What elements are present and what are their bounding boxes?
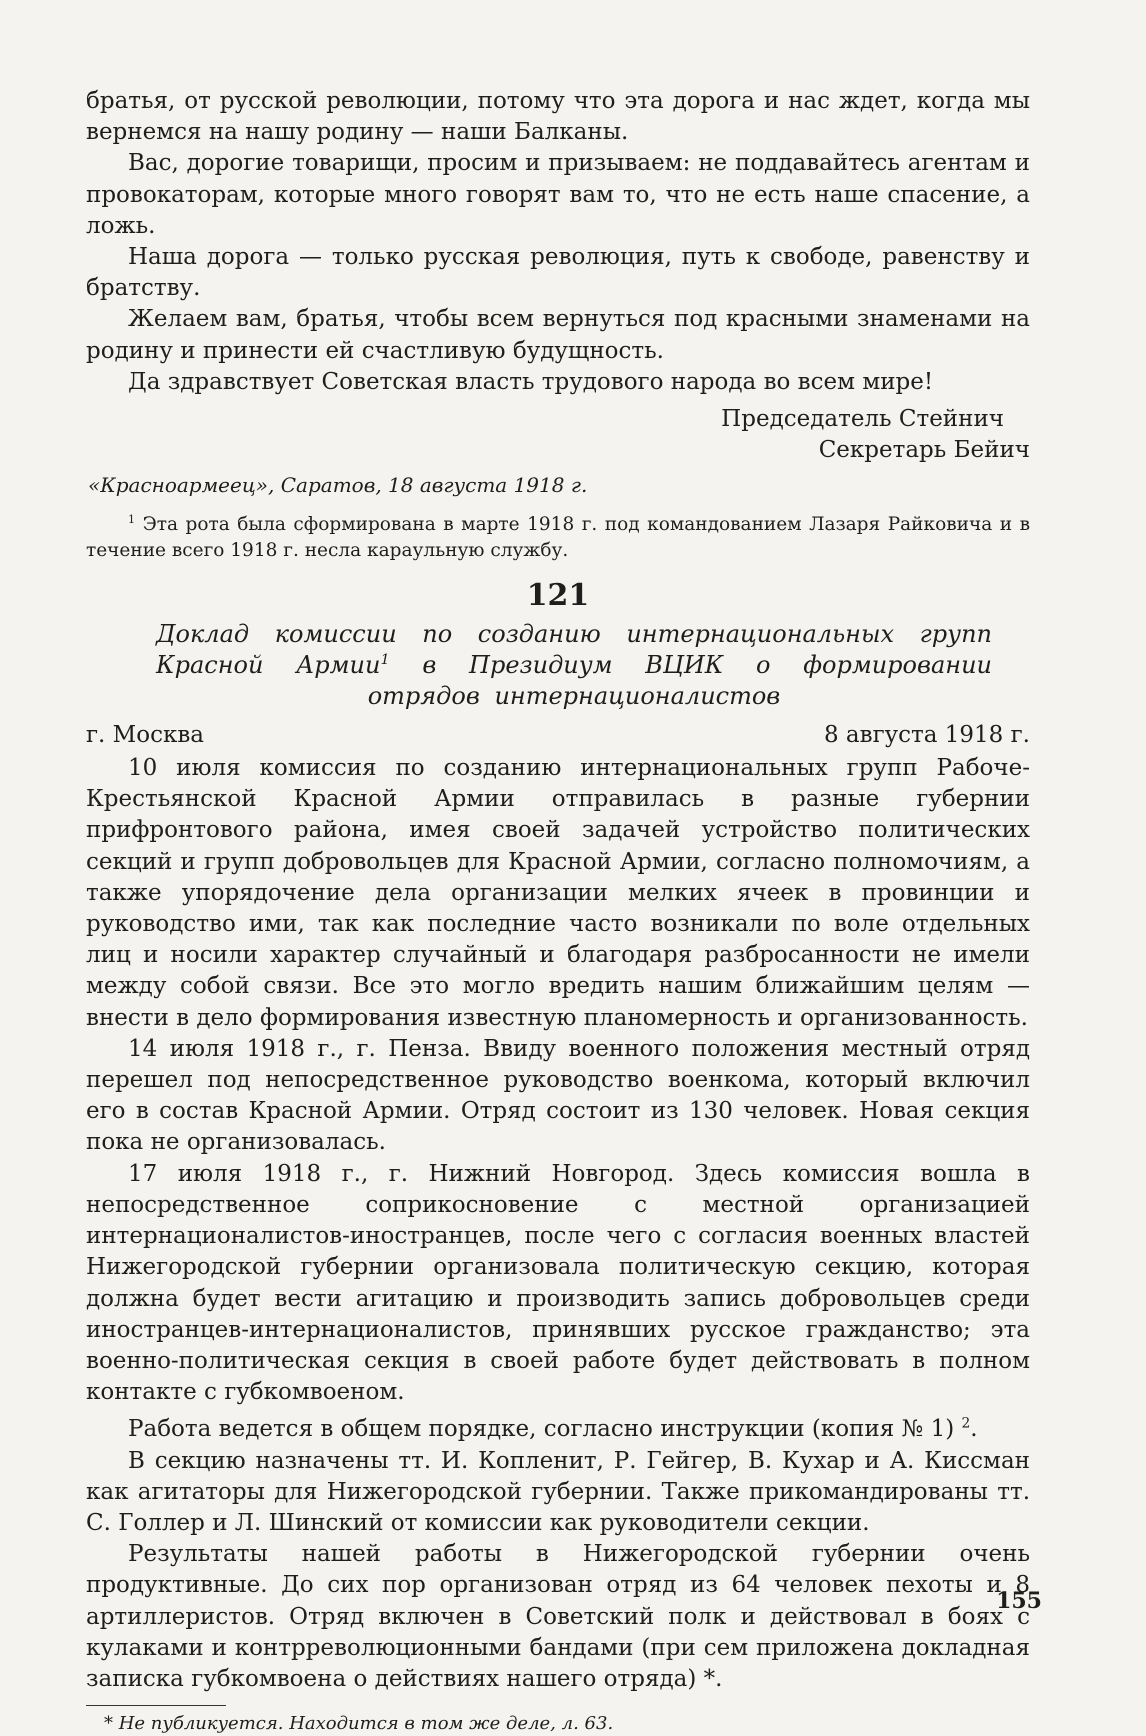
paragraph: Наша дорога — только русская революция, путь к свободе, равенству и братству. <box>86 244 1030 302</box>
source-citation: «Красноармеец», Саратов, 18 августа 1918 г. <box>88 473 588 498</box>
endnote <box>86 512 1030 564</box>
signature-chairman: Председатель Стейнич <box>721 406 1004 433</box>
paragraph: 10 июля комиссия по созданию интернациональных групп Рабоче-Крестьянской Красной Армии отправилась в разные губернии прифронтового района, имея своей задачей устройство политических секций и групп добровольцев для Красной Армии, согласно полномочиям, а также упорядочение дела организации мелких ячеек в провинции и руководство ими, так как последние часто возникали по воле отдельных лиц и носили характер случайный и благодаря разбросанности не имели между собой связи. Все это могло вредить нашим ближайшим целям — внести в дело формирования известную планомерность и организованность. <box>86 755 1030 1031</box>
signature-secretary: Секретарь Бейич <box>818 437 1030 464</box>
place: г. Москва <box>86 721 204 748</box>
title-part-a: Доклад комиссии по созданию интернациональных групп Красной Армии <box>156 619 992 679</box>
p4-end: . <box>970 1416 978 1443</box>
endnote-text: Эта рота была сформирована в марте 1918 г. под командованием Лазаря Райковича и в течение всего 1918 г. несла караульную службу. <box>86 513 1030 561</box>
paragraph: Желаем вам, братья, чтобы всем вернуться под красными знаменами на родину и принести ей счастливую будущность. <box>86 306 1030 364</box>
date: 8 августа 1918 г. <box>823 721 1030 748</box>
paragraph: 14 июля 1918 г., г. Пенза. Ввиду военного положения местный отряд перешел под непосредственное руководство военкома, который включил его в состав Красной Армии. Отряд состоит из 130 человек. Новая секция пока не организовалась. <box>86 1035 1030 1156</box>
paragraph <box>86 1414 1030 1445</box>
signatures <box>86 404 1030 466</box>
paragraph: Вас, дорогие товарищи, просим и призываем: не поддавайтесь агентам и провокаторам, которые много говорят вам то, что не есть наше спасение, а ложь. <box>86 150 1030 239</box>
document-page <box>86 86 1030 1736</box>
endnote-mark: 1 <box>128 512 136 526</box>
paragraph: братья, от русской революции, потому что эта дорога и нас ждет, когда мы вернемся на нашу родину — наши Балканы. <box>86 88 1030 146</box>
title-mark: 1 <box>380 651 390 668</box>
document-title <box>86 619 1030 712</box>
paragraph: Да здравствует Советская власть трудового народа во всем мире! <box>128 368 934 395</box>
footnote: * Не публикуется. Находится в том же деле, л. 63. <box>104 1713 614 1735</box>
paragraph: В секцию назначены тт. И. Копленит, Р. Гейгер, В. Кухар и А. Кисcман как агитаторы для Нижегородской губернии. Также прикомандированы тт. С. Голлер и Л. Шинский от комиссии как руководители секции. <box>86 1447 1030 1536</box>
title-part-b: в Президиум ВЦИК о формировании отрядов интернационалистов <box>367 650 992 710</box>
document-number: 121 <box>526 577 590 613</box>
paragraph-text: Работа ведется в общем порядке, согласно инструкции (копия № 1) <box>128 1416 955 1443</box>
footnote-divider <box>86 1705 226 1706</box>
dateline <box>86 720 1030 751</box>
p4-mark: 2 <box>961 1415 971 1432</box>
page-number: 155 <box>996 1588 1042 1614</box>
paragraph: 17 июля 1918 г., г. Нижний Новгород. Здесь комиссия вошла в непосредственное соприкосновение с местной организацией интернационалистов-иностранцев, после чего с согласия военных властей Нижегородской губернии организовала политическую секцию, которая должна будет вести агитацию и производить запись добровольцев среди иностранцев-интернационалистов, принявших русское гражданство; эта военно-политическая секция в своей работе будет действовать в полном контакте с губкомвоеном. <box>86 1160 1030 1406</box>
paragraph: Результаты нашей работы в Нижегородской губернии очень продуктивные. До сих пор организован отряд из 64 человек пехоты и 8 артиллеристов. Отряд включен в Советский полк и действовал в боях с кулаками и контрреволюционными бандами (при сем приложена докладная записка губкомвоена о действиях нашего отряда) *. <box>86 1541 1030 1692</box>
